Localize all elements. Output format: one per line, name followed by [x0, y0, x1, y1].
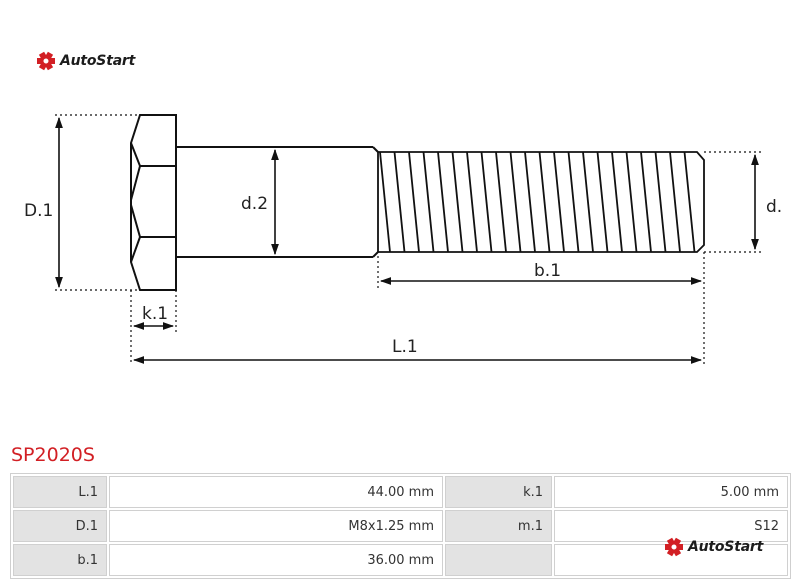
- thread-line: [554, 152, 564, 252]
- thread-line: [496, 152, 506, 252]
- thread-line: [670, 152, 680, 252]
- spec-label: L.1: [13, 476, 107, 508]
- brand-name: AutoStart: [60, 53, 136, 69]
- part-code: SP2020S: [11, 444, 95, 466]
- thread-line: [438, 152, 448, 252]
- spec-value: 36.00 mm: [109, 544, 443, 576]
- label-D1: D.1: [24, 201, 54, 221]
- spec-value: M8x1.25 mm: [109, 510, 443, 542]
- thread-line: [525, 152, 535, 252]
- thread-line: [409, 152, 419, 252]
- spec-value: S12: [554, 510, 788, 542]
- thread-line: [569, 152, 579, 252]
- thread-line: [612, 152, 622, 252]
- spec-table: [10, 473, 791, 579]
- spec-label: [445, 544, 552, 576]
- label-d: d.: [766, 197, 783, 217]
- autostart-logo-icon: [664, 537, 684, 557]
- thread-line: [467, 152, 477, 252]
- thread-line: [482, 152, 492, 252]
- bolt-shank: [176, 147, 378, 257]
- autostart-logo-cell: [664, 537, 763, 557]
- spec-label: D.1: [13, 510, 107, 542]
- bolt-thread: [378, 152, 704, 252]
- label-L1: L.1: [392, 337, 418, 357]
- thread-line: [424, 152, 434, 252]
- brand-name: AutoStart: [688, 539, 764, 555]
- thread-line: [453, 152, 463, 252]
- spec-label: m.1: [445, 510, 552, 542]
- thread-line: [511, 152, 521, 252]
- spec-value: 44.00 mm: [109, 476, 443, 508]
- label-k1: k.1: [142, 304, 169, 324]
- spec-label: k.1: [445, 476, 552, 508]
- thread-line: [656, 152, 666, 252]
- thread-line: [380, 152, 390, 252]
- spec-label: b.1: [13, 544, 107, 576]
- spec-value: 5.00 mm: [554, 476, 788, 508]
- label-b1: b.1: [534, 261, 562, 281]
- thread-line: [395, 152, 405, 252]
- thread-line: [685, 152, 695, 252]
- thread-line: [598, 152, 608, 252]
- thread-line: [540, 152, 550, 252]
- thread-line: [641, 152, 651, 252]
- thread-line: [627, 152, 637, 252]
- bolt-head: [131, 115, 176, 290]
- table-row: [13, 476, 788, 508]
- label-d2: d.2: [241, 194, 269, 214]
- thread-line: [583, 152, 593, 252]
